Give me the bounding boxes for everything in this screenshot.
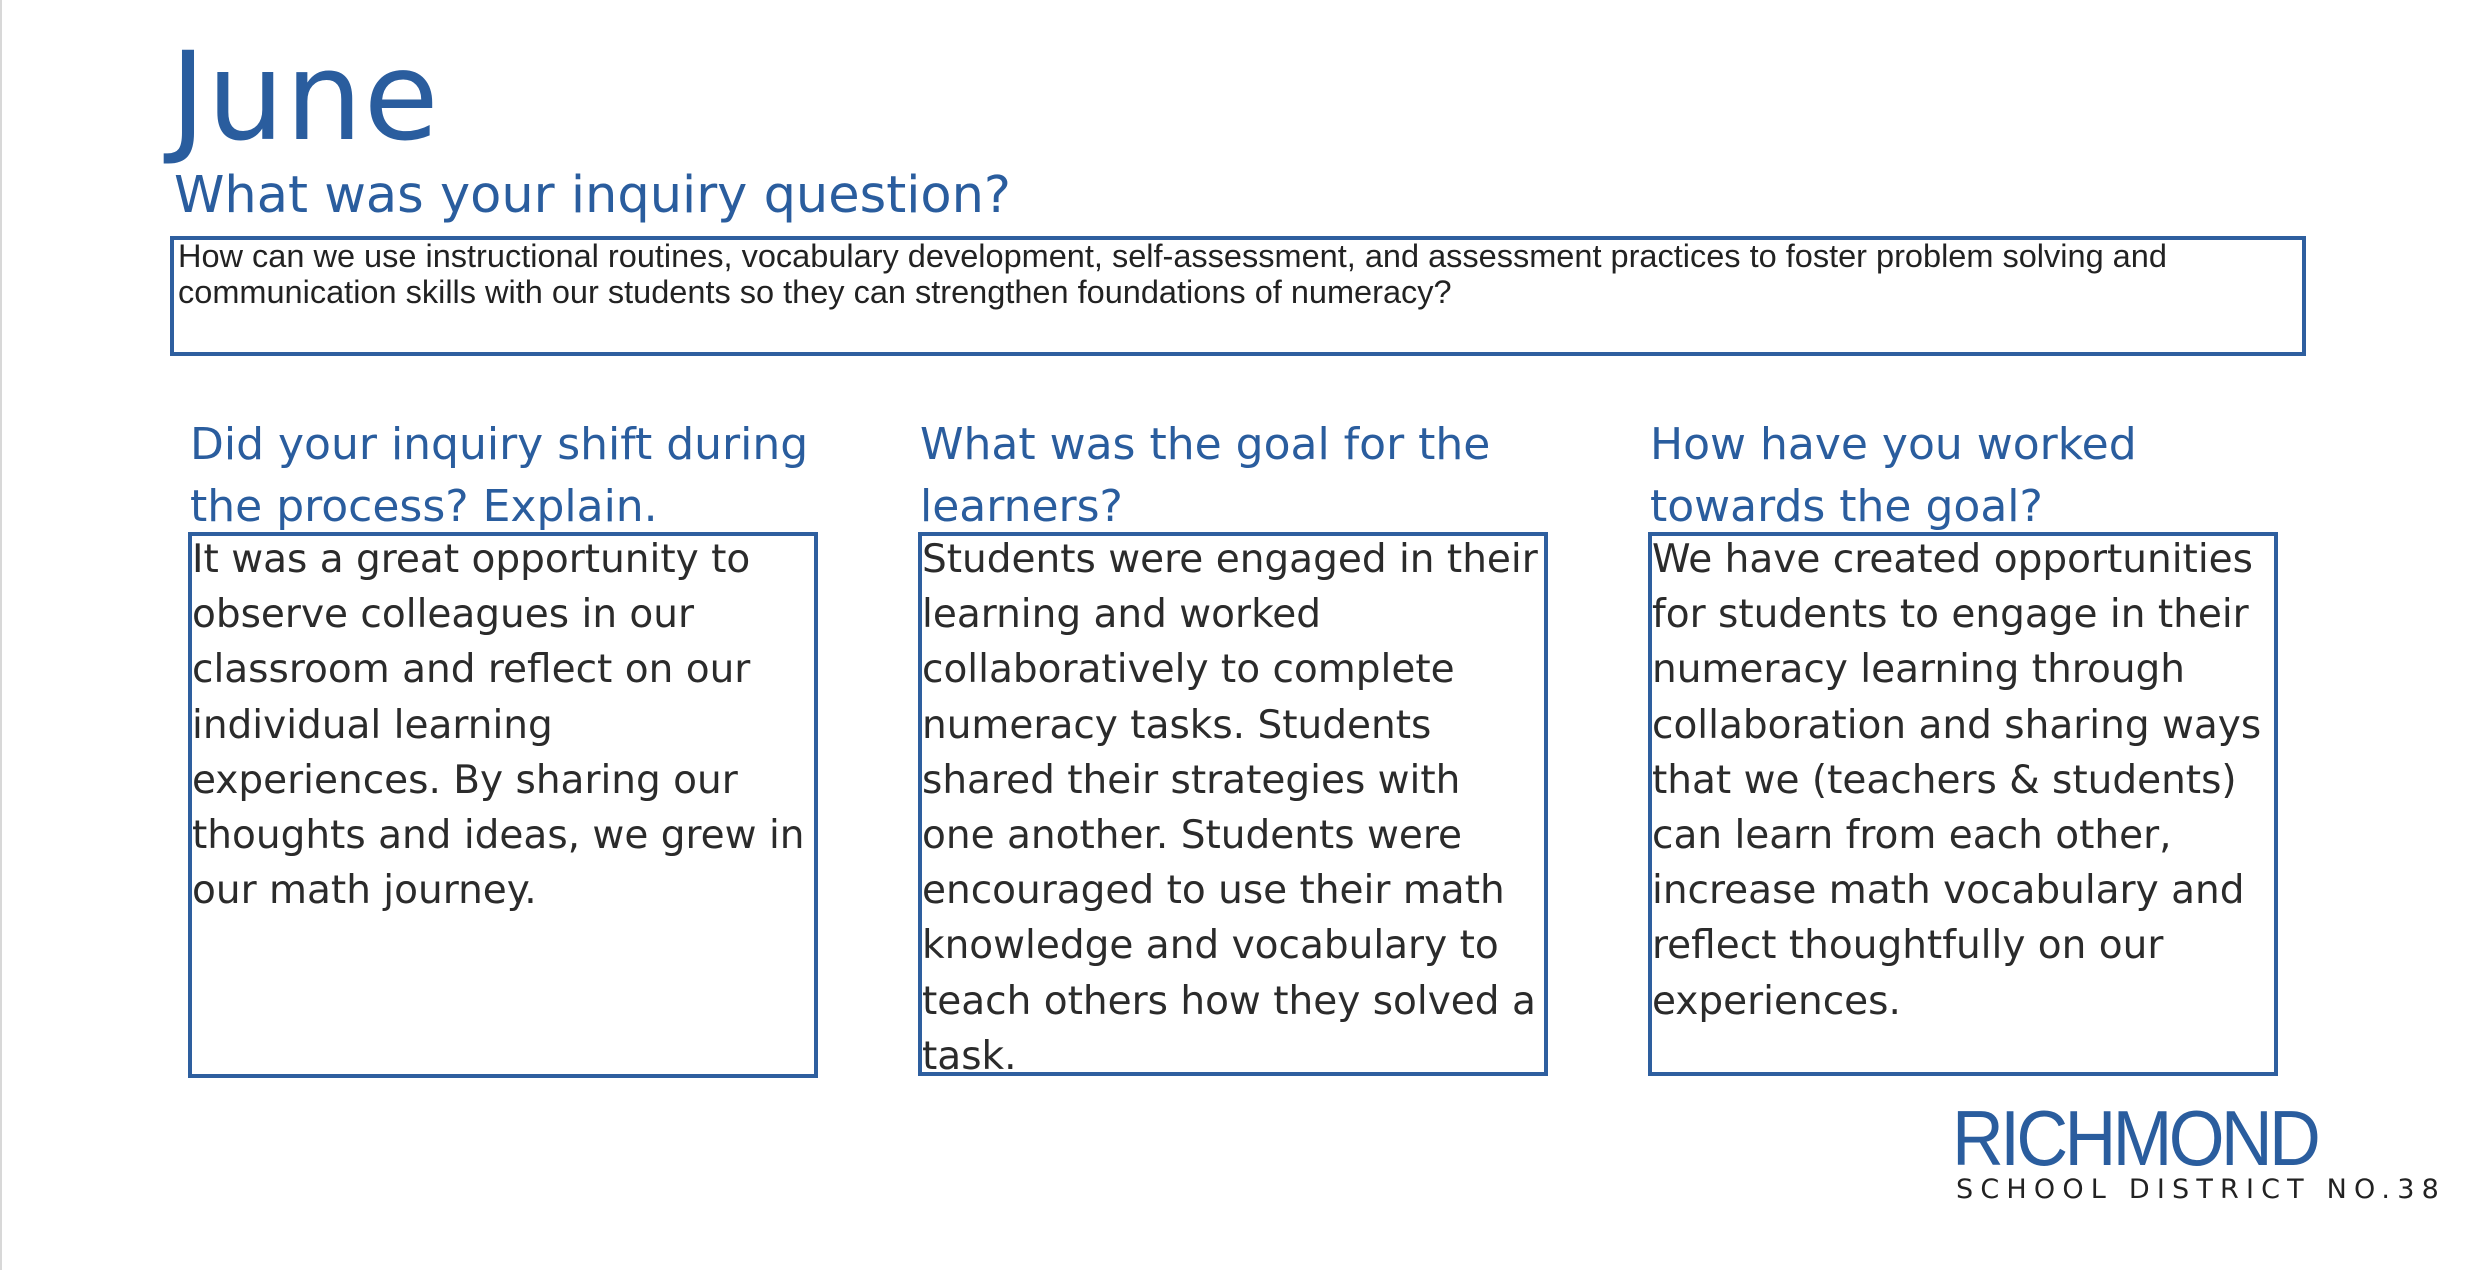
- logo-subtitle: SCHOOL DISTRICT NO.38: [1956, 1174, 2446, 1205]
- learner-goal-text: Students were engaged in their learning and worked collaboratively to complete numeracy tasks. Students shared their strategies with one another. Students were encouraged to use their math knowledge and vocabulary to teach others how they solved a task.: [922, 537, 1538, 1079]
- worked-towards-goal-heading: How have you worked towards the goal?: [1650, 419, 2137, 532]
- worked-towards-goal-text: We have created opportunities for students to engage in their numeracy learning through collaboration and sharing ways that we (teachers & students) can learn from each other, increase math vocabulary and reflect thoughtfully on our experiences.: [1652, 537, 2262, 1024]
- inquiry-shift-heading: Did your inquiry shift during the process? Explain.: [190, 419, 809, 532]
- month-title: June: [170, 26, 440, 168]
- inquiry-question-heading: What was your inquiry question?: [174, 166, 1011, 225]
- inquiry-question-text: How can we use instructional routines, vocabulary development, self-assessment, and assessment practices to foster problem solving and communication skills with our students so they can strengthen foundations of numeracy?: [178, 238, 2167, 310]
- logo-name: RICHMOND: [1952, 1094, 2318, 1182]
- inquiry-shift-box: [188, 532, 818, 1078]
- worked-towards-goal-box: [1648, 532, 2278, 1076]
- inquiry-question-box: [170, 236, 2306, 356]
- learner-goal-heading: What was the goal for the learners?: [920, 419, 1491, 532]
- district-logo: [1952, 1094, 2446, 1206]
- learner-goal-box: [918, 532, 1548, 1079]
- inquiry-shift-text: It was a great opportunity to observe colleagues in our classroom and reflect on our individual learning experiences. By sharing our thoughts and ideas, we grew in our math journey.: [192, 537, 805, 914]
